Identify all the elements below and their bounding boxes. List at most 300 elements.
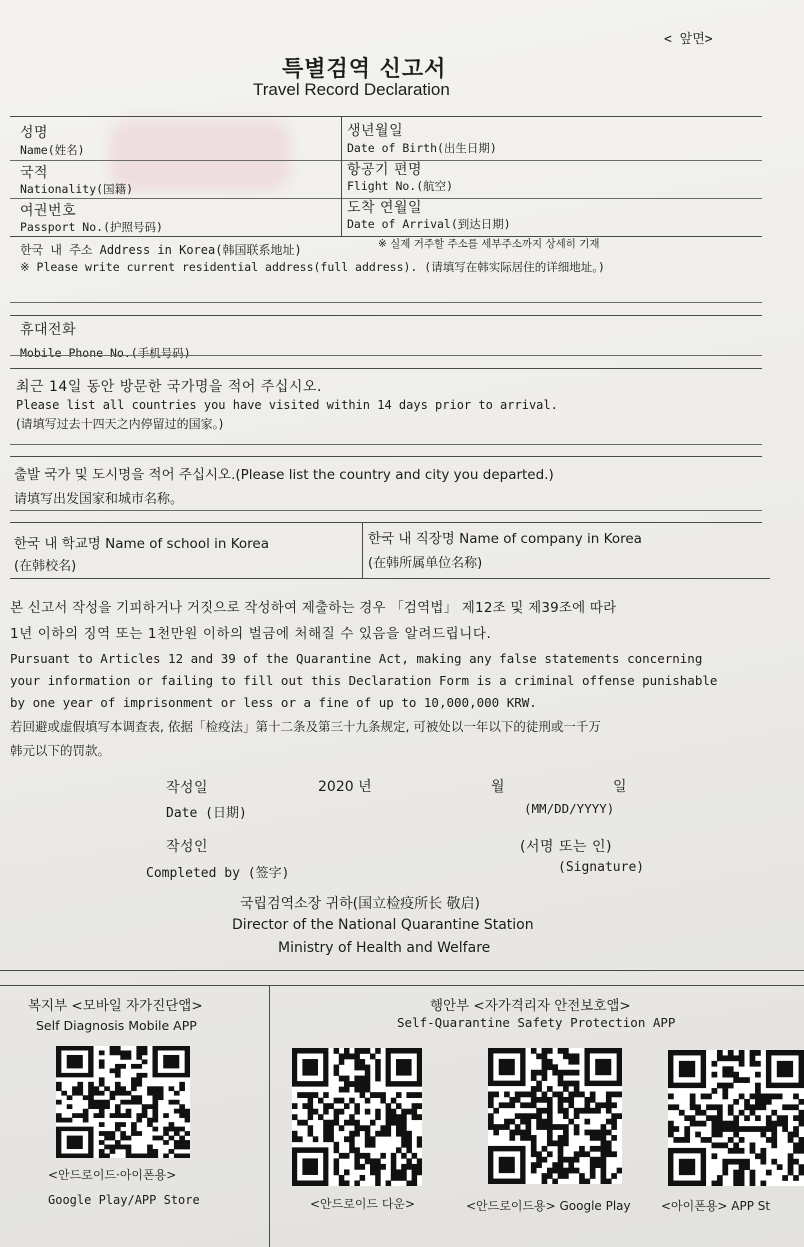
warning-en-2: your information or failing to fill out this Declaration Form is a criminal offense punishable [10,673,718,688]
right-app-qr-code-google-play[interactable] [488,1048,622,1184]
qr-module [158,1086,164,1091]
qr-module [499,1124,505,1130]
qr-module [558,1168,564,1174]
qr-module [370,1136,376,1142]
qr-module [755,1072,761,1078]
qr-module [722,1083,728,1089]
qr-module [733,1055,739,1061]
qr-module [349,1098,355,1104]
qr-module [766,1126,772,1132]
qr-module [354,1059,360,1065]
qr-module [396,1125,402,1131]
qr-module [563,1135,569,1141]
qr-module [412,1109,418,1115]
qr-module [771,1137,777,1143]
qr-module [552,1070,558,1076]
qr-module [412,1169,418,1175]
qr-module [690,1104,696,1110]
qr-module [61,1118,67,1123]
qr-module [179,1136,185,1141]
qr-module [531,1135,537,1141]
qr-module [547,1048,553,1054]
qr-module [760,1153,766,1159]
qr-module [536,1124,542,1130]
qr-module [668,1132,674,1138]
qr-module [334,1098,340,1104]
qr-module [568,1119,574,1125]
qr-module [531,1102,537,1108]
qr-module [574,1157,580,1163]
qr-module [401,1153,407,1159]
qr-module [668,1126,674,1132]
qr-module [558,1070,564,1076]
qr-module [488,1092,494,1098]
qr-module [365,1065,371,1071]
qr-module [717,1121,723,1127]
qr-module [323,1092,329,1098]
flight-label-ko: 항공기 편명 [347,162,423,178]
qr-module [386,1125,392,1131]
qr-module [375,1065,381,1071]
qr-module [406,1092,412,1098]
right-app-caption-3: <아이폰용> APP St [661,1199,771,1213]
qr-module [131,1086,137,1091]
qr-module [601,1173,607,1179]
qr-module [110,1046,116,1051]
school-label: 한국 내 학교명 Name of school in Korea [14,536,269,552]
qr-module [136,1113,142,1118]
qr-module [515,1130,521,1136]
qr-module [739,1061,745,1067]
qr-module [601,1157,607,1163]
qr-module [328,1120,334,1126]
qr-module [558,1162,564,1168]
qr-module [375,1092,381,1098]
qr-module [147,1118,153,1123]
qr-module [782,1121,788,1127]
qr-module [728,1072,734,1078]
qr-module [712,1153,718,1159]
qr-module [344,1048,350,1054]
qr-module [328,1136,334,1142]
warning-en-1: Pursuant to Articles 12 and 39 of the Quarantine Act, making any false statements concerning [10,651,703,666]
qr-module [728,1083,734,1089]
qr-module [590,1173,596,1179]
qr-module [755,1104,761,1110]
qr-module [99,1059,105,1064]
date-label-ko: 작성일 [166,780,209,796]
qr-module [120,1055,126,1060]
qr-module [136,1055,142,1060]
qr-module [542,1124,548,1130]
qr-module [163,1113,169,1118]
qr-module [701,1110,707,1116]
qr-module [515,1113,521,1119]
qr-module [401,1169,407,1175]
qr-module [673,1137,679,1143]
qr-module [558,1124,564,1130]
qr-module [601,1168,607,1174]
qr-module [334,1048,340,1054]
qr-module [760,1126,766,1132]
qr-module [83,1109,89,1114]
qr-module [115,1082,121,1087]
qr-module [344,1103,350,1109]
qr-module [72,1113,78,1118]
qr-code-graphic [668,1050,804,1186]
qr-module [131,1095,137,1100]
qr-module [313,1109,319,1115]
qr-module [292,1136,298,1142]
address-label: 한국 내 주소 Address in Korea(韩国联系地址) [20,243,302,257]
qr-module [584,1130,590,1136]
qr-module [733,1115,739,1121]
qr-module [728,1110,734,1116]
qr-module [793,1104,799,1110]
qr-module [793,1094,799,1100]
nationality-label-en: Nationality(国籍) [20,182,134,196]
qr-module [401,1120,407,1126]
school-label-zh: (在韩校名) [14,559,77,574]
left-app-qr-code[interactable] [56,1046,190,1158]
qr-module [690,1121,696,1127]
qr-module [83,1113,89,1118]
qr-module [115,1086,121,1091]
qr-module [611,1102,617,1108]
qr-module [590,1135,596,1141]
qr-module [370,1169,376,1175]
warning-zh-1: 若回避或虚假填写本调查表, 依据「检疫法」第十二条及第三十九条规定, 可被处以一年以下的徒刑或一千万 [10,719,601,734]
qr-module [568,1081,574,1087]
rule [0,970,804,971]
qr-module [509,1102,515,1108]
qr-module [766,1137,772,1143]
qr-module [750,1061,756,1067]
date-format: (MM/DD/YYYY) [524,801,615,816]
qr-module [126,1149,132,1154]
qr-module [739,1175,745,1181]
qr-module [526,1113,532,1119]
qr-module [601,1140,607,1146]
qr-module [417,1142,422,1148]
qr-module [328,1125,334,1131]
qr-module [739,1077,745,1083]
qr-module [386,1120,392,1126]
completed-label-ko: 작성인 [166,839,209,855]
qr-module [142,1104,148,1109]
qr-module [574,1124,580,1130]
qr-module [733,1121,739,1127]
qr-module [547,1059,553,1065]
qr-module [766,1099,772,1105]
qr-module [99,1140,105,1145]
qr-module [297,1092,303,1098]
qr-module [360,1164,366,1170]
qr-module [520,1119,526,1125]
right-app-qr-code-android-download[interactable] [292,1048,422,1186]
qr-module [563,1097,569,1103]
name-label-en: Name(姓名) [20,143,85,157]
qr-module [67,1118,73,1123]
qr-module [406,1147,412,1153]
qr-module [136,1082,142,1087]
right-app-qr-code-app-store[interactable] [668,1050,804,1186]
qr-module [386,1109,392,1115]
qr-module [547,1102,553,1108]
qr-module [509,1135,515,1141]
qr-module [115,1046,121,1051]
qr-module [722,1164,728,1170]
qr-module [375,1164,381,1170]
qr-module [396,1169,402,1175]
qr-module [401,1114,407,1120]
qr-module [777,1121,783,1127]
qr-module [728,1055,734,1061]
qr-module [712,1126,718,1132]
qr-module [558,1081,564,1087]
qr-module [136,1154,142,1158]
qr-module [67,1095,73,1100]
qr-module [354,1147,360,1153]
qr-module [131,1082,137,1087]
qr-module [574,1092,580,1098]
qr-module [606,1130,612,1136]
qr-module [760,1159,766,1165]
qr-module [712,1104,718,1110]
qr-module [131,1100,137,1105]
qr-module [370,1158,376,1164]
qr-module [179,1127,185,1132]
qr-module [380,1125,386,1131]
qr-module [120,1131,126,1136]
qr-module [370,1092,376,1098]
qr-module [606,1146,612,1152]
qr-module [365,1158,371,1164]
qr-module [526,1102,532,1108]
qr-module [174,1140,180,1145]
qr-module [152,1127,158,1132]
qr-module [174,1131,180,1136]
qr-module [706,1104,712,1110]
qr-module [563,1070,569,1076]
qr-module [158,1136,164,1141]
qr-module [552,1092,558,1098]
qr-module [777,1094,783,1100]
qr-module [401,1131,407,1137]
qr-module [684,1115,690,1121]
qr-module [99,1100,105,1105]
qr-module [542,1179,548,1184]
qr-module [99,1131,105,1136]
dob-label-en: Date of Birth(出生日期) [347,141,497,155]
qr-module [104,1104,110,1109]
qr-module [344,1180,350,1186]
warning-ko-1: 본 신고서 작성을 기피하거나 거짓으로 작성하여 제출하는 경우 「검역법」 제12조 및 제39조에 따라 [10,600,617,616]
qr-module [733,1099,739,1105]
arrival-label-ko: 도착 연월일 [347,200,423,216]
qr-module [365,1081,371,1087]
address-note-ko: ※ 실제 거주할 주소를 세부주소까지 상세히 기재 [378,238,600,250]
qr-module [547,1130,553,1136]
qr-module [386,1103,392,1109]
qr-module [526,1092,532,1098]
qr-module [354,1153,360,1159]
qr-module [547,1135,553,1141]
qr-module [354,1087,360,1093]
qr-module [536,1113,542,1119]
qr-module [401,1142,407,1148]
qr-module [606,1151,612,1157]
qr-module [617,1168,622,1174]
qr-module [782,1126,788,1132]
qr-module [552,1162,558,1168]
qr-module [679,1159,695,1175]
qr-module [380,1098,386,1104]
qr-module [488,1113,494,1119]
qr-module [755,1115,761,1121]
qr-module [360,1059,366,1065]
qr-module [334,1114,340,1120]
qr-module [552,1140,558,1146]
rule [269,985,270,1247]
qr-module [354,1131,360,1137]
qr-module [365,1070,371,1076]
qr-module [99,1149,105,1154]
qr-module [163,1154,169,1158]
qr-module [61,1091,67,1096]
qr-module [302,1092,308,1098]
qr-module [684,1126,690,1132]
qr-module [339,1180,345,1186]
qr-module [391,1169,397,1175]
qr-module [611,1119,617,1125]
qr-module [563,1168,569,1174]
qr-module [169,1100,175,1105]
rule [10,368,762,369]
qr-module [323,1131,329,1137]
qr-module [542,1053,548,1059]
qr-module [547,1097,553,1103]
qr-module [728,1066,734,1072]
qr-module [760,1094,766,1100]
qr-module [88,1104,94,1109]
qr-module [77,1091,83,1096]
qr-module [302,1059,318,1076]
qr-module [323,1103,329,1109]
qr-module [611,1151,617,1157]
qr-module [579,1173,585,1179]
qr-module [782,1115,788,1121]
qr-module [590,1097,596,1103]
qr-module [504,1124,510,1130]
qr-module [558,1140,564,1146]
qr-module [158,1091,164,1096]
rule [10,578,770,579]
qr-module [406,1109,412,1115]
qr-module [163,1055,179,1068]
qr-module [120,1145,126,1150]
qr-module [755,1099,761,1105]
qr-module [733,1142,739,1148]
qr-module [323,1120,329,1126]
qr-module [766,1115,772,1121]
qr-module [799,1137,804,1143]
qr-module [771,1094,777,1100]
qr-module [94,1100,100,1105]
qr-module [739,1110,745,1116]
qr-module [185,1113,190,1118]
rule [10,522,762,523]
qr-module [717,1181,723,1186]
qr-module [391,1158,397,1164]
qr-module [558,1135,564,1141]
qr-module [56,1118,62,1123]
rule [10,444,762,445]
qr-module [126,1145,132,1150]
qr-module [755,1126,761,1132]
qr-module [771,1159,777,1165]
qr-module [136,1095,142,1100]
page-label: < 앞면> [664,32,713,47]
qr-module [339,1109,345,1115]
qr-module [302,1120,308,1126]
qr-module [417,1164,422,1170]
warning-zh-2: 韩元以下的罚款。 [10,743,111,758]
qr-module [515,1092,521,1098]
qr-module [142,1154,148,1158]
qr-module [99,1154,105,1158]
qr-module [334,1065,340,1071]
qr-module [185,1118,190,1123]
qr-module [558,1151,564,1157]
countries-label-zh: (请填写过去十四天之内停留过的国家。) [16,417,224,431]
qr-module [584,1119,590,1125]
qr-module [574,1053,580,1059]
qr-module [563,1124,569,1130]
qr-module [712,1132,718,1138]
qr-module [595,1130,601,1136]
rule [341,116,342,236]
qr-module [493,1092,499,1098]
qr-module [520,1135,526,1141]
qr-module [579,1092,585,1098]
mobile-label-ko: 휴대전화 [20,322,77,338]
qr-module [793,1148,799,1154]
qr-module [563,1173,569,1179]
qr-module [590,1146,596,1152]
qr-module [313,1136,319,1142]
qr-module [536,1053,542,1059]
qr-module [542,1048,548,1054]
qr-module [547,1113,553,1119]
qr-module [152,1118,158,1123]
qr-module [67,1104,73,1109]
qr-module [179,1082,185,1087]
addressee-en-1: Director of the National Quarantine Station [232,917,534,933]
qr-module [799,1142,804,1148]
qr-module [370,1142,376,1148]
qr-module [334,1169,340,1175]
qr-module [360,1048,366,1054]
qr-module [601,1179,607,1184]
qr-module [370,1164,376,1170]
qr-module [126,1154,132,1158]
qr-module [360,1087,366,1093]
qr-module [104,1100,110,1105]
qr-module [690,1094,696,1100]
qr-module [88,1086,94,1091]
qr-module [771,1132,777,1138]
